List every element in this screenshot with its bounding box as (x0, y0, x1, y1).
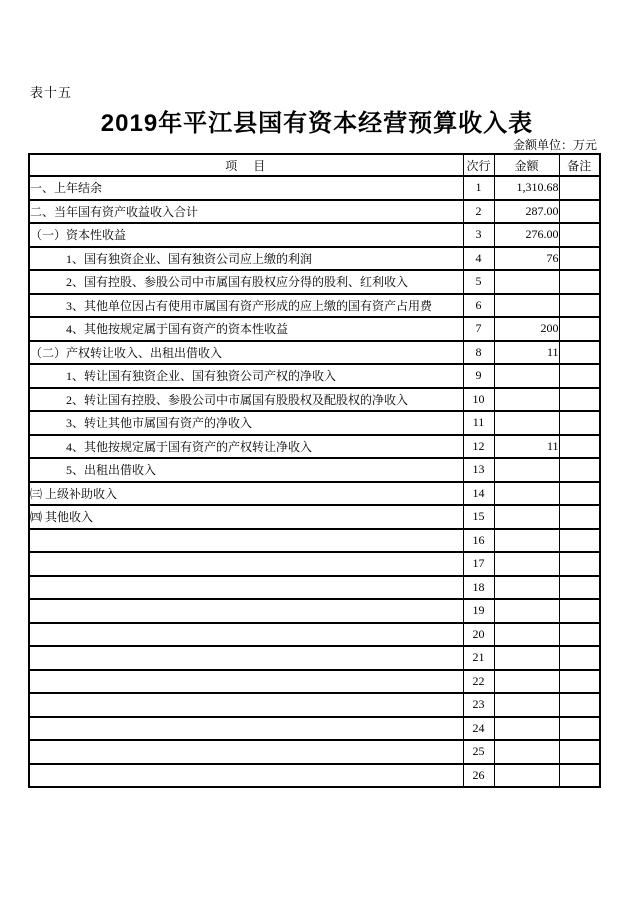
table-row (29, 411, 600, 435)
amount-cell: 276.00 (494, 223, 559, 247)
note-cell (559, 646, 600, 670)
note-cell (559, 458, 600, 482)
note-cell (559, 435, 600, 459)
table-row (29, 294, 600, 318)
header-note: 备注 (559, 154, 600, 176)
table-row (29, 552, 600, 576)
note-cell (559, 529, 600, 553)
table-number-label: 表十五 (30, 85, 73, 100)
note-cell (559, 764, 600, 788)
line-number-cell: 23 (463, 693, 494, 717)
line-number-cell: 11 (463, 411, 494, 435)
item-cell (29, 670, 463, 694)
table-row (29, 599, 600, 623)
amount-cell: 287.00 (494, 200, 559, 224)
table-row (29, 646, 600, 670)
amount-cell (494, 294, 559, 318)
table-row (29, 435, 600, 459)
line-number-cell: 10 (463, 388, 494, 412)
line-number-cell: 7 (463, 317, 494, 341)
table-row (29, 388, 600, 412)
item-cell: （一）资本性收益 (29, 223, 463, 247)
note-cell (559, 270, 600, 294)
line-number-cell: 21 (463, 646, 494, 670)
table-row (29, 576, 600, 600)
line-number-cell: 2 (463, 200, 494, 224)
item-cell: 2、国有控股、参股公司中市属国有股权应分得的股利、红利收入 (29, 270, 463, 294)
item-cell: 5、出租出借收入 (29, 458, 463, 482)
note-cell (559, 294, 600, 318)
table-body (29, 176, 600, 787)
line-number-cell: 26 (463, 764, 494, 788)
item-cell: 2、转让国有控股、参股公司中市属国有股股权及配股权的净收入 (29, 388, 463, 412)
table-row (29, 505, 600, 529)
table-row (29, 717, 600, 741)
line-number-cell: 25 (463, 740, 494, 764)
item-cell (29, 599, 463, 623)
amount-cell (494, 693, 559, 717)
header-amount: 金额 (494, 154, 559, 176)
line-number-cell: 14 (463, 482, 494, 506)
page-title: 2019年平江县国有资本经营预算收入表 (100, 110, 534, 137)
item-cell: 二、当年国有资产收益收入合计 (29, 200, 463, 224)
note-cell (559, 740, 600, 764)
table-row (29, 176, 600, 200)
amount-unit-note: 金额单位：万元 (512, 138, 597, 152)
table-row (29, 247, 600, 271)
line-number-cell: 4 (463, 247, 494, 271)
table-row (29, 364, 600, 388)
table-row (29, 200, 600, 224)
note-cell (559, 176, 600, 200)
line-number-cell: 8 (463, 341, 494, 365)
line-number-cell: 20 (463, 623, 494, 647)
amount-cell (494, 599, 559, 623)
table-row (29, 764, 600, 788)
note-cell (559, 341, 600, 365)
item-cell (29, 740, 463, 764)
table-row (29, 623, 600, 647)
item-cell: ㈢ 上级补助收入 (29, 482, 463, 506)
line-number-cell: 13 (463, 458, 494, 482)
note-cell (559, 670, 600, 694)
table-row (29, 317, 600, 341)
amount-cell (494, 458, 559, 482)
table-row (29, 529, 600, 553)
amount-cell (494, 623, 559, 647)
amount-cell (494, 411, 559, 435)
line-number-cell: 5 (463, 270, 494, 294)
note-cell (559, 482, 600, 506)
line-number-cell: 3 (463, 223, 494, 247)
item-cell: 4、其他按规定属于国有资产的资本性收益 (29, 317, 463, 341)
note-cell (559, 364, 600, 388)
header-line-number: 次行 (463, 154, 494, 176)
line-number-cell: 16 (463, 529, 494, 553)
note-cell (559, 693, 600, 717)
amount-cell (494, 270, 559, 294)
table-row (29, 670, 600, 694)
item-cell (29, 764, 463, 788)
item-cell: 3、转让其他市属国有资产的净收入 (29, 411, 463, 435)
amount-cell: 1,310.68 (494, 176, 559, 200)
item-cell: 3、其他单位因占有使用市属国有资产形成的应上缴的国有资产占用费 (29, 294, 463, 318)
budget-revenue-table (28, 153, 601, 788)
note-cell (559, 552, 600, 576)
item-cell: 4、其他按规定属于国有资产的产权转让净收入 (29, 435, 463, 459)
note-cell (559, 576, 600, 600)
note-cell (559, 247, 600, 271)
amount-cell (494, 482, 559, 506)
item-cell (29, 576, 463, 600)
note-cell (559, 223, 600, 247)
note-cell (559, 717, 600, 741)
amount-cell (494, 740, 559, 764)
line-number-cell: 1 (463, 176, 494, 200)
note-cell (559, 623, 600, 647)
item-cell (29, 623, 463, 647)
amount-cell (494, 505, 559, 529)
amount-cell (494, 670, 559, 694)
line-number-cell: 9 (463, 364, 494, 388)
table-row (29, 693, 600, 717)
note-cell (559, 388, 600, 412)
item-cell: ㈣ 其他收入 (29, 505, 463, 529)
amount-cell: 76 (494, 247, 559, 271)
item-cell (29, 646, 463, 670)
item-cell (29, 529, 463, 553)
item-cell (29, 717, 463, 741)
amount-cell (494, 364, 559, 388)
note-cell (559, 599, 600, 623)
line-number-cell: 6 (463, 294, 494, 318)
amount-cell (494, 717, 559, 741)
note-cell (559, 505, 600, 529)
amount-cell: 11 (494, 341, 559, 365)
line-number-cell: 22 (463, 670, 494, 694)
amount-cell (494, 576, 559, 600)
item-cell: 1、转让国有独资企业、国有独资公司产权的净收入 (29, 364, 463, 388)
line-number-cell: 18 (463, 576, 494, 600)
amount-cell (494, 388, 559, 412)
line-number-cell: 24 (463, 717, 494, 741)
note-cell (559, 411, 600, 435)
item-cell: 一、上年结余 (29, 176, 463, 200)
amount-cell (494, 552, 559, 576)
line-number-cell: 19 (463, 599, 494, 623)
amount-cell (494, 646, 559, 670)
item-cell (29, 693, 463, 717)
table-row (29, 482, 600, 506)
item-cell: 1、国有独资企业、国有独资公司应上缴的利润 (29, 247, 463, 271)
table-row (29, 458, 600, 482)
line-number-cell: 12 (463, 435, 494, 459)
item-cell: （二）产权转让收入、出租出借收入 (29, 341, 463, 365)
table-row (29, 740, 600, 764)
table-row (29, 270, 600, 294)
note-cell (559, 200, 600, 224)
amount-cell: 11 (494, 435, 559, 459)
item-cell (29, 552, 463, 576)
table-row (29, 341, 600, 365)
note-cell (559, 317, 600, 341)
table-row (29, 223, 600, 247)
header-item: 项 目 (29, 154, 463, 176)
amount-cell (494, 529, 559, 553)
amount-cell (494, 764, 559, 788)
amount-cell: 200 (494, 317, 559, 341)
line-number-cell: 15 (463, 505, 494, 529)
line-number-cell: 17 (463, 552, 494, 576)
header-row (29, 154, 600, 176)
